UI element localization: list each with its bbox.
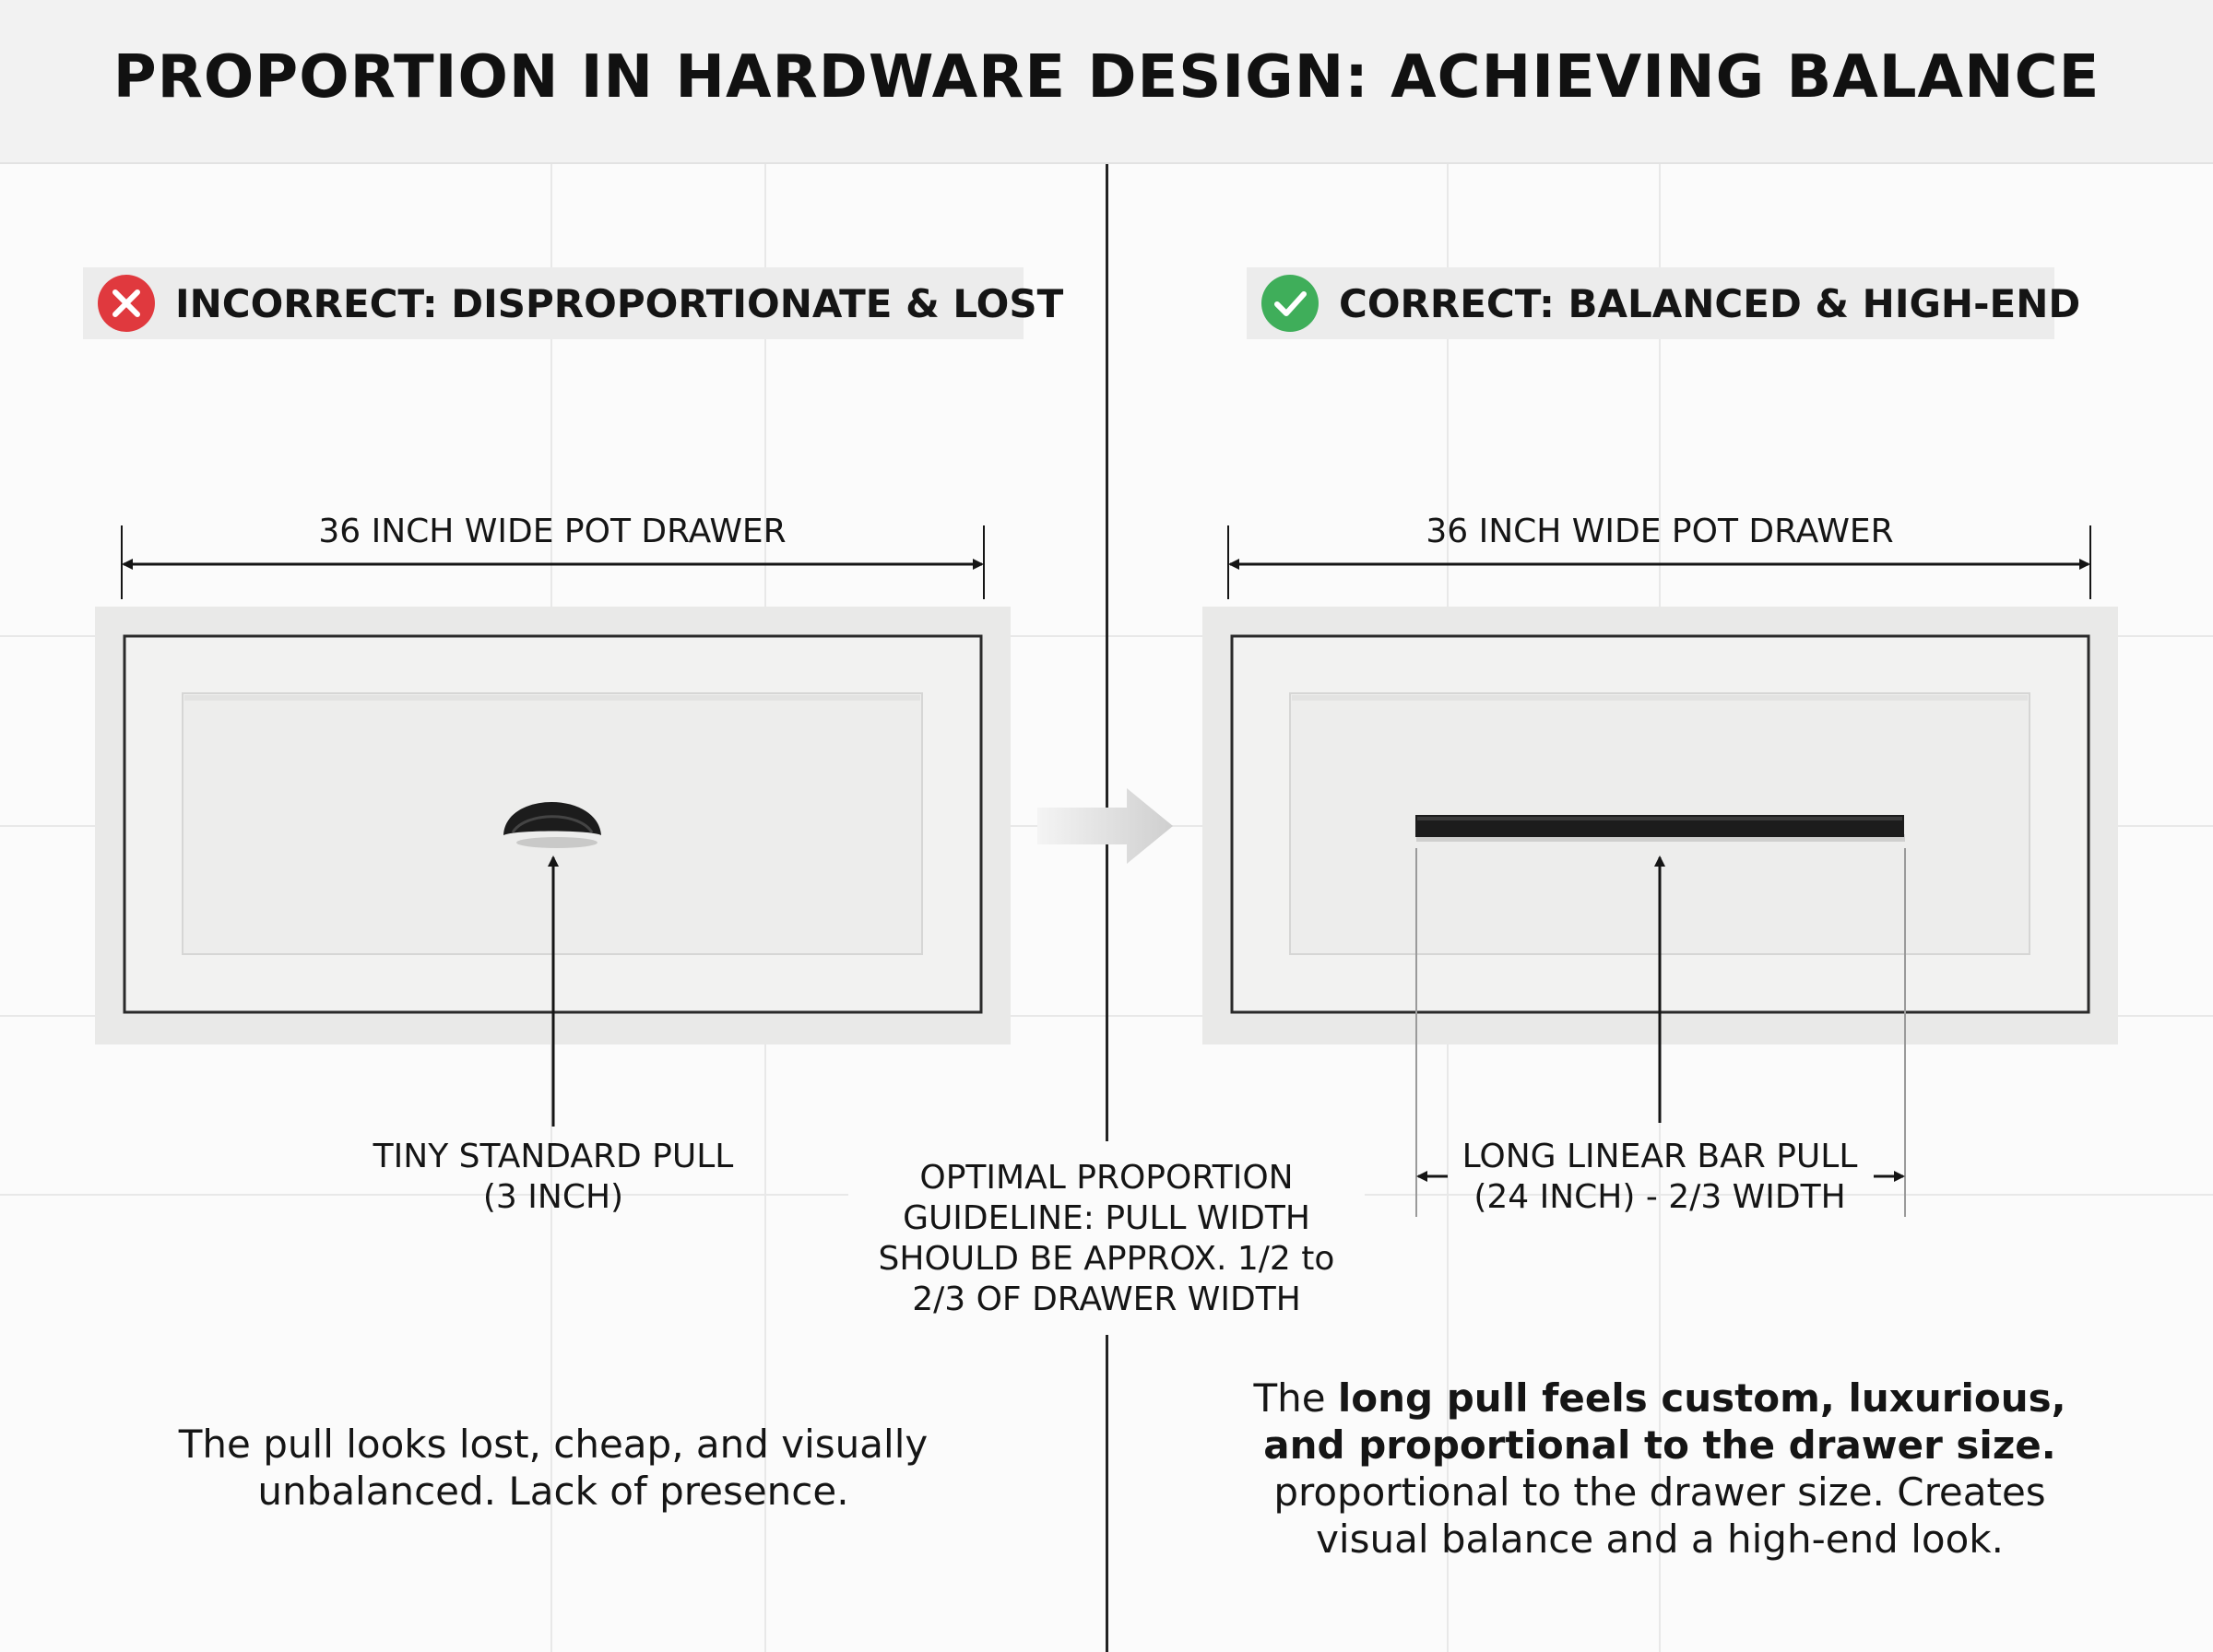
incorrect-pull-caption — [277, 1137, 830, 1218]
bar-pull — [1415, 815, 1905, 842]
incorrect-dimension-label: 36 INCH WIDE POT DRAWER — [318, 513, 787, 550]
correct-dimension-label: 36 INCH WIDE POT DRAWER — [1426, 513, 1894, 550]
correct-pull-caption — [1383, 1137, 1936, 1218]
correct-note-line2-end: . — [2041, 1422, 2056, 1468]
incorrect-pull-caption-line1: TINY STANDARD PULL — [373, 1138, 734, 1175]
incorrect-pull-caption-line2: (3 INCH) — [482, 1178, 624, 1216]
guideline-line2: GUIDELINE: PULL WIDTH — [903, 1199, 1310, 1237]
correct-note-line2-bold: and proportional to the drawer size — [1263, 1422, 2041, 1468]
proportion-guideline — [848, 1152, 1365, 1329]
incorrect-note-line2: unbalanced. Lack of presence. — [257, 1469, 849, 1514]
correct-note-line2 — [1245, 1422, 2075, 1469]
page-title: PROPORTION IN HARDWARE DESIGN: ACHIEVING BALANCE — [112, 43, 2101, 112]
incorrect-dimension-line — [122, 525, 984, 599]
incorrect-note-line1: The pull looks lost, cheap, and visually — [178, 1422, 929, 1467]
correct-note — [1245, 1375, 2075, 1563]
guideline-line4: 2/3 OF DRAWER WIDTH — [912, 1280, 1301, 1318]
incorrect-note — [138, 1421, 968, 1515]
correct-dimension-line — [1228, 525, 2090, 599]
correct-note-line4: visual balance and a high-end look. — [1316, 1516, 2004, 1562]
transition-arrow — [1037, 788, 1173, 864]
guideline-line1: OPTIMAL PROPORTION — [919, 1159, 1294, 1197]
incorrect-badge-label: INCORRECT: DISPROPORTIONATE & LOST — [175, 280, 1064, 326]
correct-pull-caption-line2: (24 INCH) - 2/3 WIDTH — [1473, 1178, 1846, 1216]
correct-pull-caption-line1: LONG LINEAR BAR PULL — [1462, 1138, 1858, 1175]
correct-badge-label: CORRECT: BALANCED & HIGH-END — [1339, 280, 2081, 326]
correct-note-line1-bold: long pull feels custom, luxurious, — [1337, 1375, 2066, 1421]
correct-note-line1-normal: The — [1253, 1375, 1338, 1421]
correct-note-line3: proportional to the drawer size. Creates — [1273, 1469, 2046, 1515]
correct-note-line1 — [1245, 1375, 2075, 1422]
guideline-line3: SHOULD BE APPROX. 1/2 to — [878, 1240, 1335, 1278]
